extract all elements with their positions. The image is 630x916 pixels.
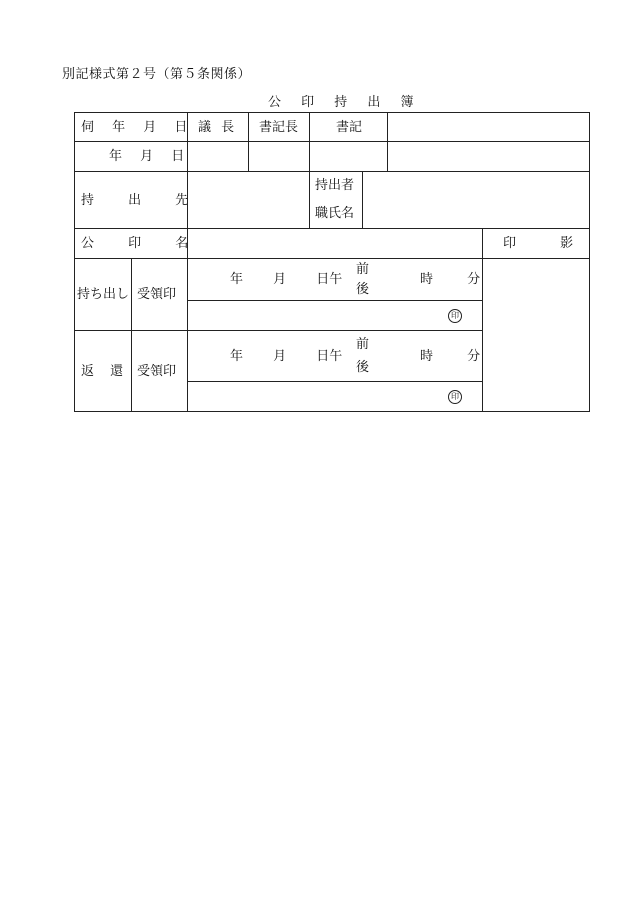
- approval-label: 伺 年 月 日: [81, 120, 188, 135]
- seal-name-label-cell: [74, 228, 188, 259]
- destination-label: 持 出 先: [81, 193, 189, 208]
- return-label: 返 還: [81, 364, 124, 379]
- date-blank-cell: [387, 141, 590, 172]
- shokicho-cell: [248, 112, 310, 142]
- carrier-label-line2: 職氏名: [315, 206, 355, 221]
- shokicho-label: 書記長: [259, 120, 299, 135]
- seal-name-label: 公 印 名: [81, 236, 189, 251]
- return-receipt-cell: [131, 330, 188, 412]
- form-title: 公 印 持 出 簿: [268, 95, 415, 110]
- approval-label-cell: [74, 112, 188, 142]
- carrier-label-line1: 持出者: [315, 178, 355, 193]
- return-date-text: 年 月 日午: [230, 349, 343, 364]
- takeout-datetime-cell: [187, 258, 483, 301]
- date-shoki-cell: [309, 141, 388, 172]
- date-gicho-cell: [187, 141, 249, 172]
- approval-blank-cell: [387, 112, 590, 142]
- return-pm: 後: [356, 360, 370, 375]
- return-label-cell: [74, 330, 132, 412]
- shoki-label: 書記: [336, 120, 363, 135]
- shoki-cell: [309, 112, 388, 142]
- date-label: 年 月 日: [109, 149, 185, 164]
- return-time-text: 時 分: [420, 349, 481, 364]
- takeout-seal-mark: 印: [448, 309, 462, 323]
- takeout-receipt-cell: [131, 258, 188, 331]
- return-datetime-cell: [187, 330, 483, 382]
- return-am: 前: [356, 337, 370, 352]
- form-label: 別記様式第２号（第５条関係）: [62, 67, 252, 82]
- takeout-receipt-label: 受領印: [137, 287, 177, 302]
- takeout-pm: 後: [356, 282, 370, 297]
- carrier-value-cell: [362, 171, 590, 229]
- imprint-label: 印 影: [503, 236, 574, 251]
- destination-label-cell: [74, 171, 188, 229]
- takeout-time-text: 時 分: [420, 272, 481, 287]
- return-seal-mark: 印: [448, 390, 462, 404]
- return-seal-cell: [187, 381, 483, 412]
- imprint-label-cell: [482, 228, 590, 259]
- date-shokicho-cell: [248, 141, 310, 172]
- takeout-label: 持ち出し: [77, 287, 130, 302]
- takeout-am: 前: [356, 262, 370, 277]
- return-receipt-label: 受領印: [137, 364, 177, 379]
- seal-name-value-cell: [187, 228, 483, 259]
- imprint-area-cell: [482, 258, 590, 412]
- gicho-cell: [187, 112, 249, 142]
- takeout-seal-cell: [187, 300, 483, 331]
- gicho-label: 議 長: [198, 120, 235, 135]
- takeout-label-cell: [74, 258, 132, 331]
- carrier-label-cell: [309, 171, 363, 229]
- destination-value-cell: [187, 171, 310, 229]
- date-label-cell: [74, 141, 188, 172]
- takeout-date-text: 年 月 日午: [230, 272, 343, 287]
